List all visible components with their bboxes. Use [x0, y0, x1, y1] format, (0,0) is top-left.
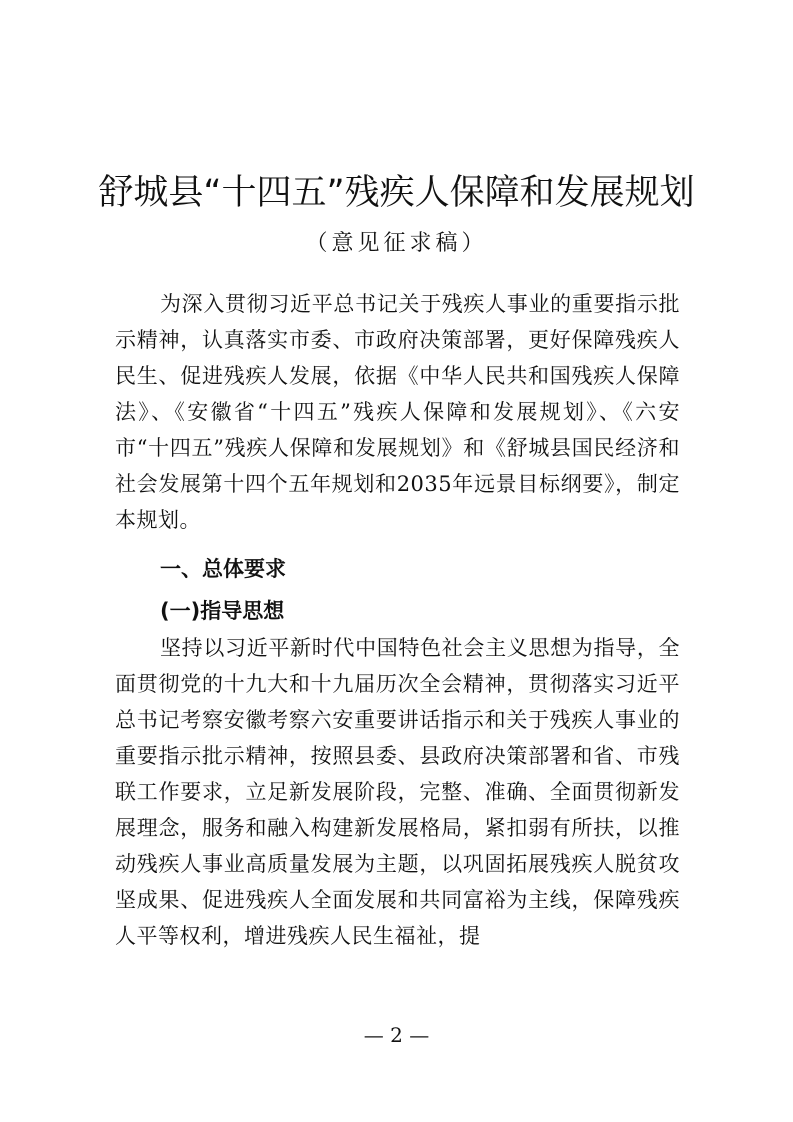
intro-paragraph: 为深入贯彻习近平总书记关于残疾人事业的重要指示批示精神，认真落实市委、市政府决策部署，更好保障残疾人民生、促进残疾人发展，依据《中华人民共和国残疾人保障法》、《安徽省“十四五”残疾人保障和发展规划》、《六安市“十四五”残疾人保障和发展规划》和《舒城县国民经济和社会发展第十四个五年规划和2035年远景目标纲要》，制定本规划。 [115, 292, 680, 532]
guiding-paragraph: 坚持以习近平新时代中国特色社会主义思想为指导，全面贯彻党的十九大和十九届历次全会精神，贯彻落实习近平总书记考察安徽考察六安重要讲话指示和关于残疾人事业的重要指示批示精神，按照县委、县政府决策部署和省、市残联工作要求，立足新发展阶段，完整、准确、全面贯彻新发展理念，服务和融入构建新发展格局，紧扣弱有所扶，以推动残疾人事业高质量发展为主题，以巩固拓展残疾人脱贫攻坚成果、促进残疾人全面发展和共同富裕为主线，保障残疾人平等权利，增进残疾人民生福祉，提 [115, 636, 680, 948]
document-subtitle: （意见征求稿） [305, 231, 488, 256]
intro-section [115, 286, 680, 538]
section-heading-overall-requirements: 一、总体要求 [160, 557, 286, 581]
document-title: 舒城县“十四五”残疾人保障和发展规划 [98, 173, 695, 213]
page-number: — 2 — [363, 1023, 430, 1047]
guiding-section [115, 630, 680, 954]
subsection-heading-guiding-ideology: (一)指导思想 [160, 599, 285, 623]
